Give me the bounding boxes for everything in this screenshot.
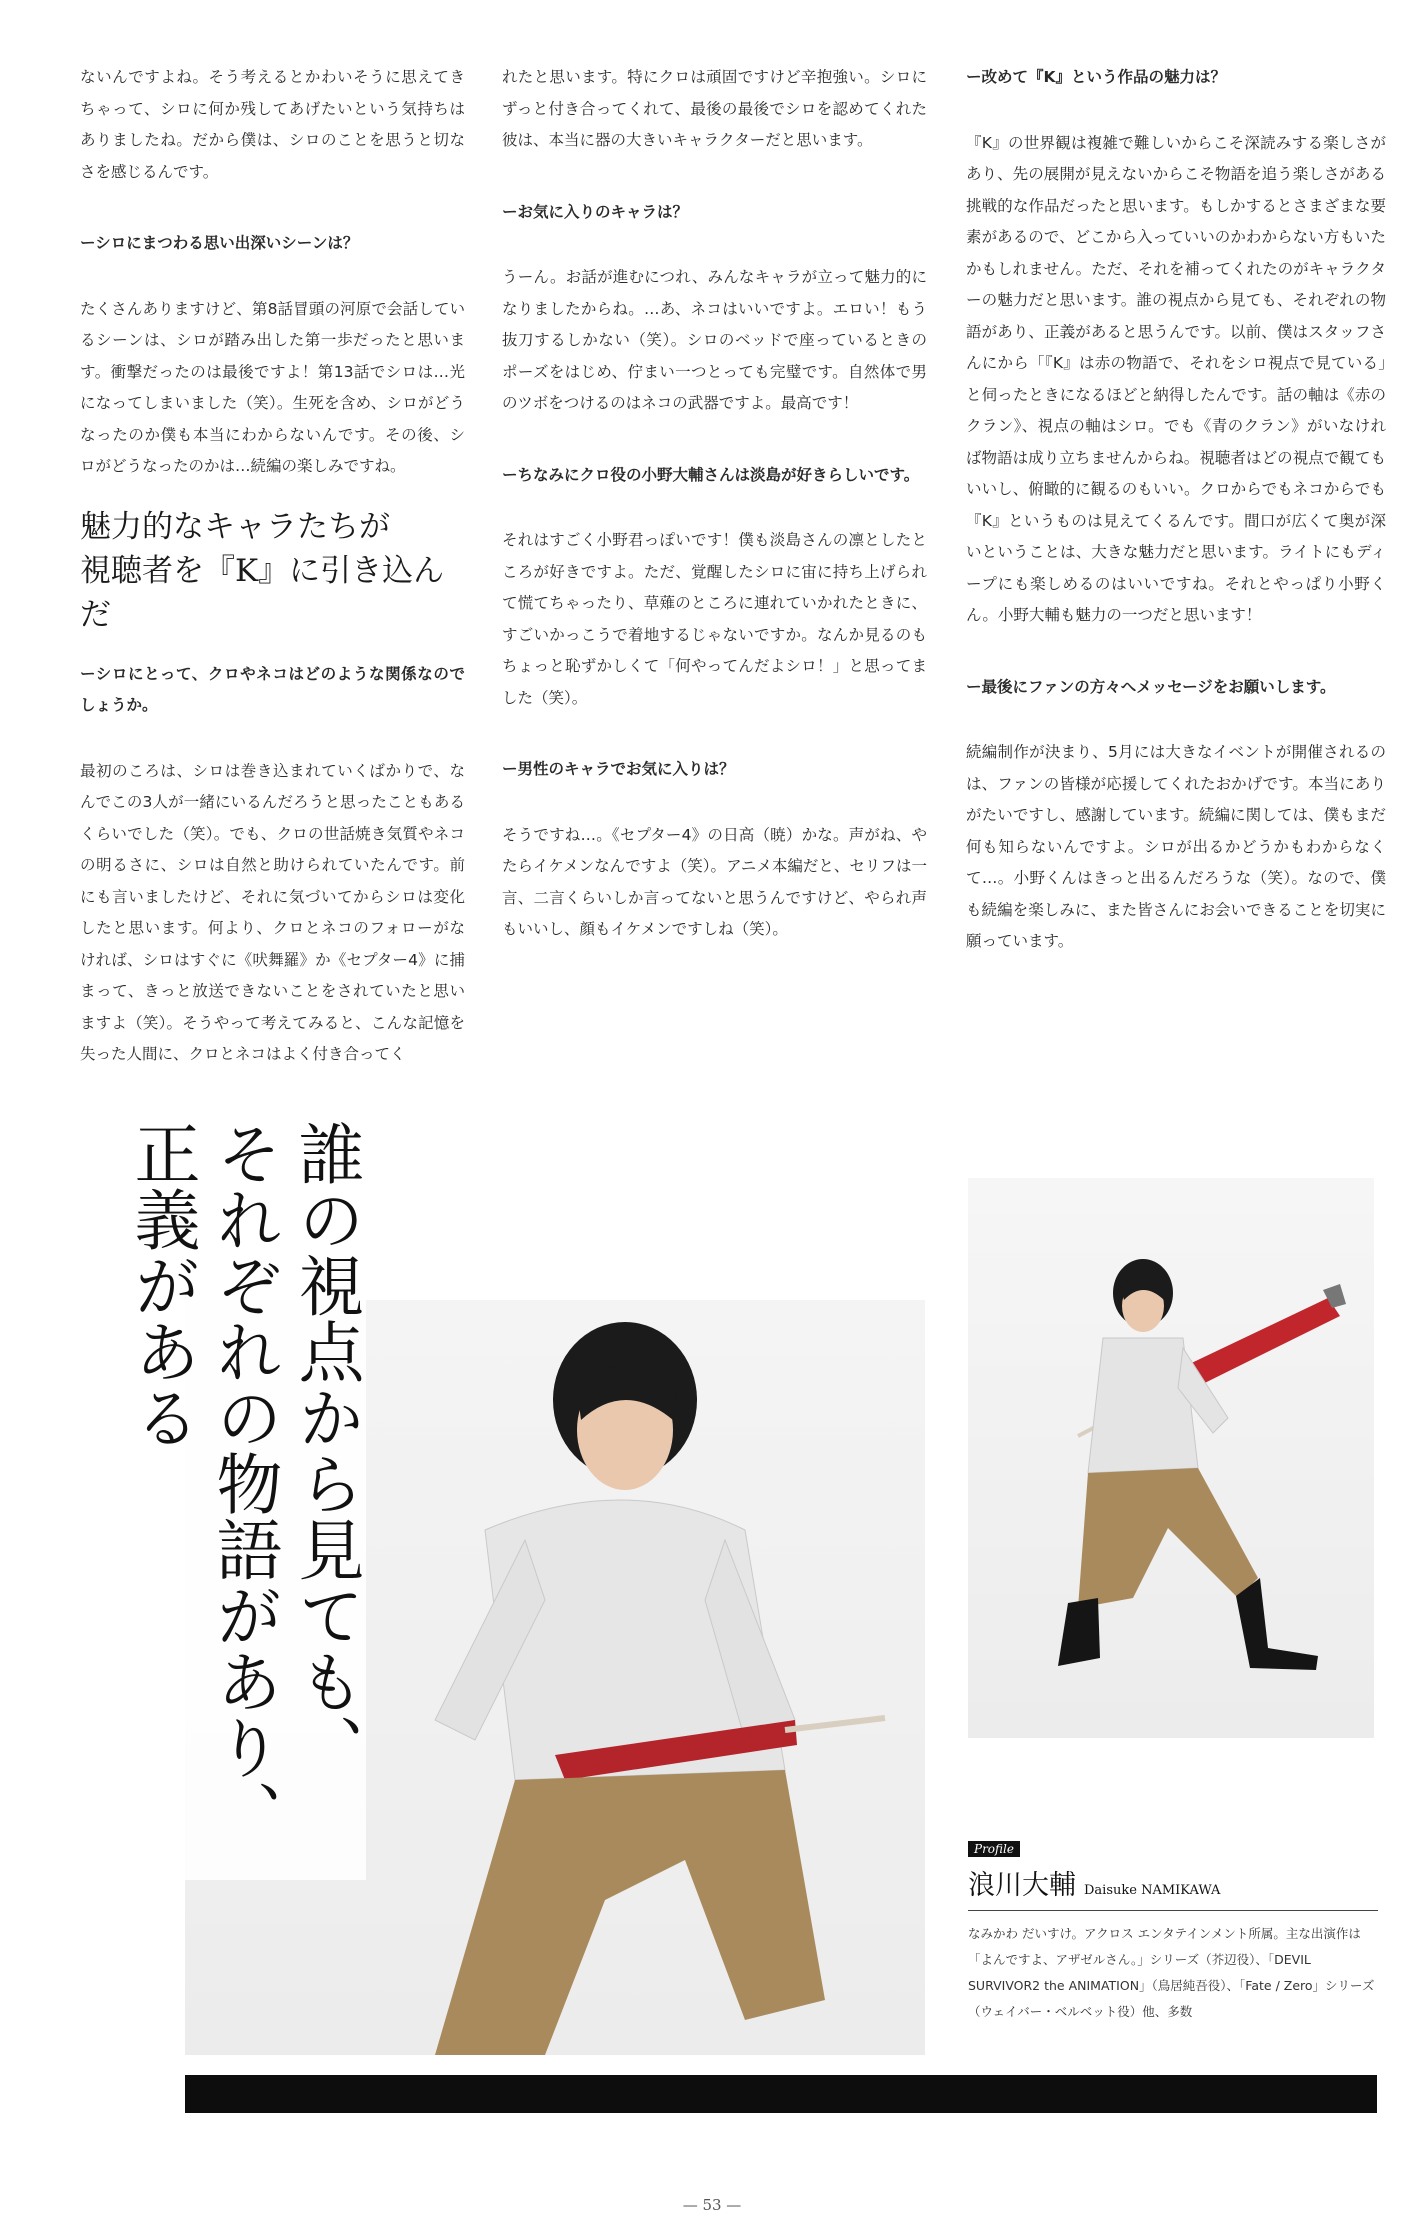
profile-text: なみかわ だいすけ。アクロス エンタテインメント所属。主な出演作は「よんですよ、アザゼルさん。」シリーズ（芥辺役）、「DEVIL SURVIVOR2 the ANIMATION」（鳥居純吾役）、「Fate / Zero」シリーズ（ウェイバー・ベルベット役）他、多数 — [968, 1926, 1375, 2019]
profile-romaji: Daisuke NAMIKAWA — [1084, 1883, 1221, 1898]
interview-answer: 最初のころは、シロは巻き込まれていくばかりで、なんでこの3人が一緒にいるんだろうと思ったこともあるくらいでした（笑）。でも、クロの世話焼き気質やネコの明るさに、シロは自然と助けられていたんです。前にも言いましたけど、それに気づいてからシロは変化したと思います。何より、クロとネコのフォローがなければ、シロはすぐに《吠舞羅》か《セプター4》に捕まって、きっと放送できないことをされていたと思いますよ（笑）。そうやって考えてみると、こんな記憶を失った人間に、クロとネコはよく付き合ってく — [80, 761, 465, 1063]
interview-answer: たくさんありますけど、第8話冒頭の河原で会話しているシーンは、シロが踏み出した第一歩だったと思います。衝撃だったのは最後ですよ！第13話でシロは…光になってしまいました（笑）。生死を含め、シロがどうなったのか僕も本当にわからないんです。その後、シロがどうなったのかは…続編の楽しみですね。 — [80, 299, 465, 475]
interview-answer: 続編制作が決まり、5月には大きなイベントが開催されるのは、ファンの皆様が応援してくれたおかげです。本当にありがたいですし、感謝しています。続編に関しては、僕もまだ何も知らないんですよ。シロが出るかどうかもわからなくて…。小野くんはきっと出るんだろうな（笑）。なので、僕も続編を楽しみに、また皆さんにお会いできることを切実に願っています。 — [966, 743, 1386, 950]
interview-answer: そうですね…。《セプター4》の日高（暁）かな。声がね、やたらイケメンなんですよ（笑）。アニメ本編だと、セリフは一言、二言くらいしか言ってないと思うんですけど、やられ声もいいし、顔もイケメンですしね（笑）。 — [502, 825, 927, 938]
interview-question: ーシロにまつわる思い出深いシーンは？ — [80, 234, 359, 252]
profile-name-line — [968, 1863, 1378, 1902]
pull-quote-line: 正義がある — [120, 1120, 202, 1880]
interview-question: ー男性のキャラでお気に入りは？ — [502, 760, 735, 778]
section-heading-line: 視聴者を『K』に引き込んだ — [80, 552, 445, 633]
article-column-3 — [966, 62, 1386, 958]
footer-bar — [185, 2075, 1377, 2113]
profile-tag: Profile — [968, 1841, 1020, 1857]
interview-answer: それはすごく小野君っぽいです！僕も淡島さんの凛としたところが好きですよ。ただ、覚醒したシロに宙に持ち上げられて慌てちゃったり、草薙のところに連れていかれたときに、すごいかっこうで着地するじゃないですか。なんか見るのもちょっと恥ずかしくて「何やってんだよシロ！」と思ってました（笑）。 — [502, 531, 927, 707]
profile-box — [968, 1838, 1378, 2025]
interview-question: ーお気に入りのキャラは？ — [502, 202, 689, 221]
section-heading-line: 魅力的なキャラたちが — [80, 508, 390, 545]
interview-question: ー最後にファンの方々へメッセージをお願いします。 — [966, 677, 1336, 696]
pull-quote-line: それぞれの物語があり、 — [202, 1120, 284, 1880]
person-full-body-illustration — [968, 1178, 1374, 1738]
paragraph: れたと思います。特にクロは頑固ですけど辛抱強い。シロにずっと付き合ってくれて、最後の最後でシロを認めてくれた彼は、本当に器の大きいキャラクターだと思います。 — [502, 68, 927, 149]
interview-answer: 『K』の世界観は複雑で難しいからこそ深読みする楽しさがあり、先の展開が見えないからこそ物語を追う楽しさがある挑戦的な作品だったと思います。もしかするとさまざまな要素があるので、どこから入っていいのかわからない方もいたかもしれません。ただ、それを補ってくれたのがキャラクターの魅力だと思います。誰の視点から見ても、それぞれの物語があり、正義があると思うんです。以前、僕はスタッフさんにから「『K』は赤の物語で、それをシロ視点で見ている」と伺ったときになるほどと納得したんです。話の軸は《赤のクラン》、視点の軸はシロ。でも《青のクラン》がいなければ物語は成り立ちませんからね。視聴者はどの視点で観てもいいし、俯瞰的に観るのもいい。クロからでもネコからでも『K』というものは見えてくるんです。間口が広くて奥が深いということは、大きな魅力だと思います。ライトにもディープにも楽しめるのはいいですね。それとやっぱり小野くん。小野大輔も魅力の一つだと思います！ — [966, 133, 1386, 624]
pull-quote — [120, 1120, 366, 1880]
article-column-2 — [502, 62, 927, 946]
interview-question: ーちなみにクロ役の小野大輔さんは淡島が好きらしいです。 — [502, 465, 920, 484]
interview-answer: うーん。お話が進むにつれ、みんなキャラが立って魅力的になりましたからね。…あ、ネコはいいですよ。エロい！もう抜刀するしかない（笑）。シロのベッドで座っているときのポーズをはじめ、佇まい一つとっても完璧です。自然体で男のツボをつけるのはネコの武器ですよ。最高です！ — [502, 268, 927, 412]
page-number: — 53 — — [682, 2196, 742, 2214]
pull-quote-line: 誰の視点から見ても、 — [284, 1120, 366, 1880]
profile-divider — [968, 1910, 1378, 1911]
section-heading — [80, 505, 465, 637]
portrait-photo-small — [968, 1178, 1374, 1738]
interview-question: ーシロにとって、クロやネコはどのような関係なのでしょうか。 — [80, 664, 465, 714]
interview-question: ー改めて『K』という作品の魅力は？ — [966, 68, 1227, 86]
profile-name: 浪川大輔 — [968, 1870, 1076, 1901]
paragraph: ないんですよね。そう考えるとかわいそうに思えてきちゃって、シロに何か残してあげたいという気持ちはありましたね。だから僕は、シロのことを思うと切なさを感じるんです。 — [80, 68, 465, 181]
article-column-1 — [80, 62, 465, 1071]
